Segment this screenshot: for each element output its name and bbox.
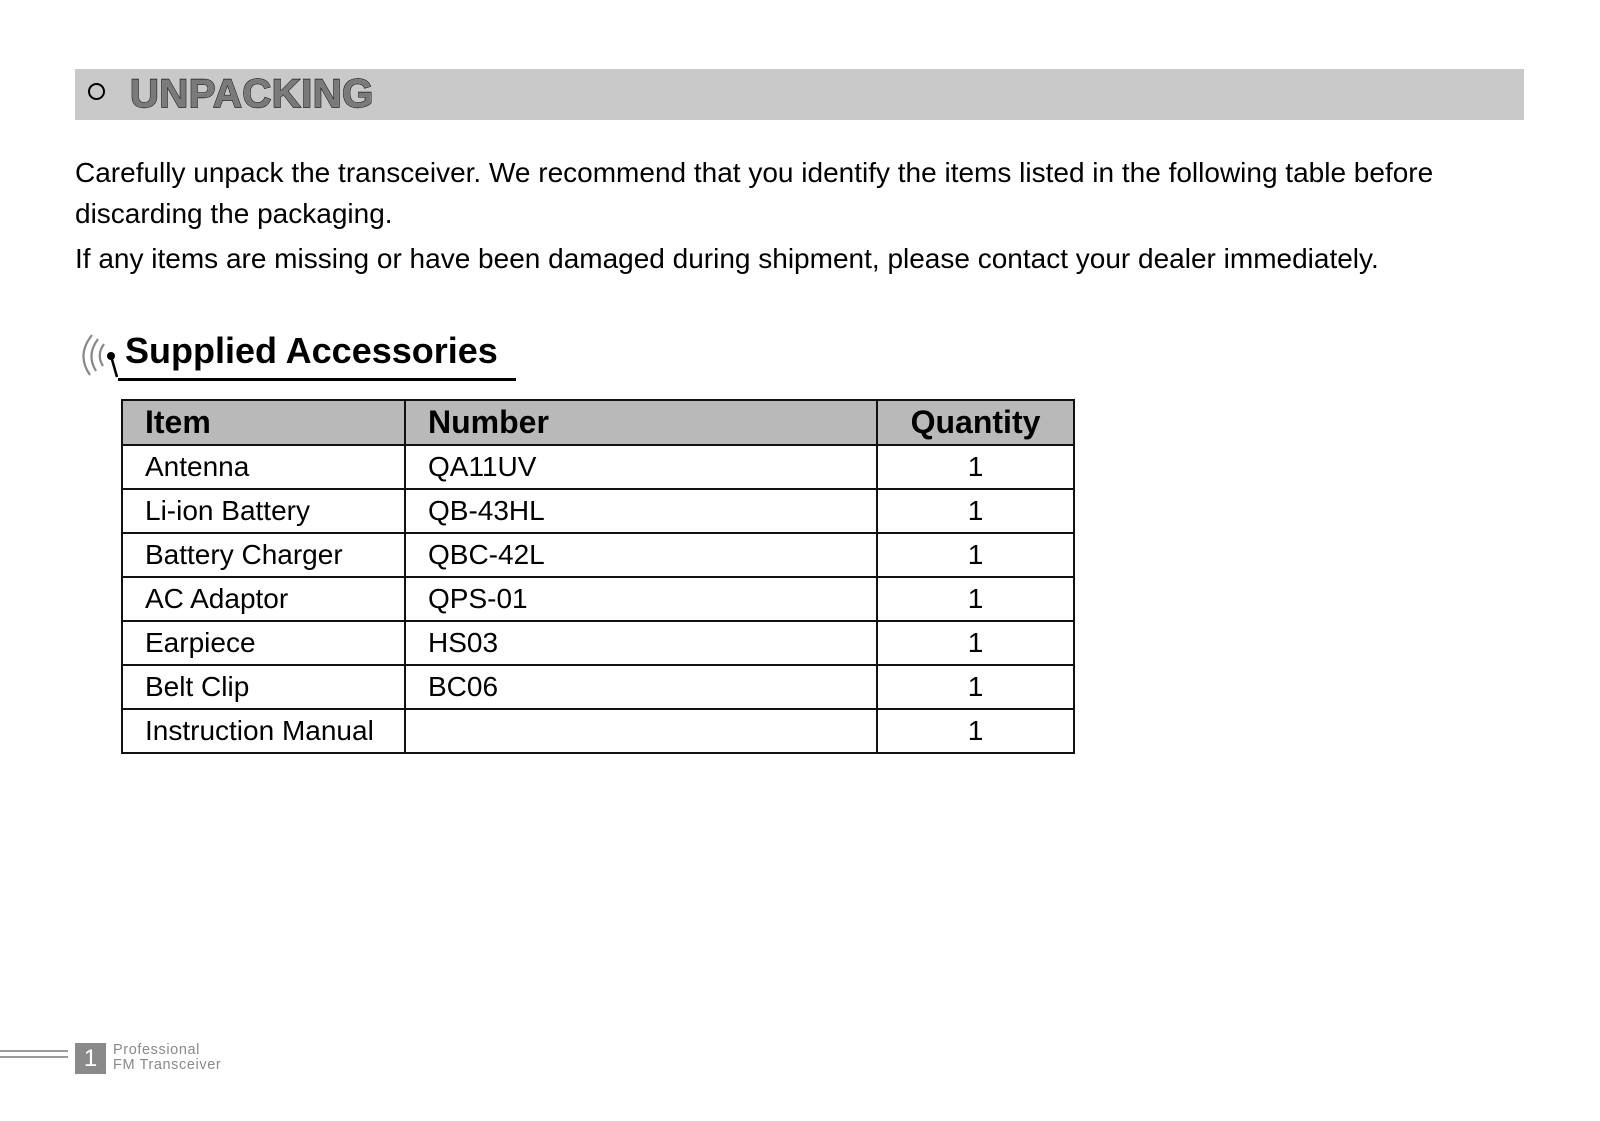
intro-text xyxy=(75,152,1525,279)
quantity-cell: 1 xyxy=(877,709,1074,753)
table-row xyxy=(122,533,1074,577)
number-cell: QPS-01 xyxy=(405,577,877,621)
signal-waves-icon xyxy=(78,331,128,381)
intro-paragraph-1: Carefully unpack the transceiver. We recommend that you identify the items listed in the following table before discarding the packaging. xyxy=(75,157,1434,229)
item-cell: Instruction Manual xyxy=(122,709,405,753)
number-cell: QA11UV xyxy=(405,445,877,489)
item-cell: Antenna xyxy=(122,445,405,489)
footer-caption xyxy=(113,1043,221,1073)
number-cell: QBC-42L xyxy=(405,533,877,577)
section-header-bar xyxy=(75,69,1524,120)
accessories-heading xyxy=(78,328,518,383)
number-cell xyxy=(405,709,877,753)
column-header-item: Item xyxy=(122,400,405,445)
number-cell: HS03 xyxy=(405,621,877,665)
quantity-cell: 1 xyxy=(877,489,1074,533)
number-cell: QB-43HL xyxy=(405,489,877,533)
quantity-cell: 1 xyxy=(877,445,1074,489)
column-header-quantity: Quantity xyxy=(877,400,1074,445)
accessories-title: Supplied Accessories xyxy=(125,330,498,371)
item-cell: Earpiece xyxy=(122,621,405,665)
number-cell: BC06 xyxy=(405,665,877,709)
table-row xyxy=(122,709,1074,753)
table-row xyxy=(122,577,1074,621)
quantity-cell: 1 xyxy=(877,577,1074,621)
accessories-table xyxy=(121,399,1075,754)
footer-line-1: Professional xyxy=(113,1042,200,1058)
table-header-row xyxy=(122,400,1074,445)
footer-line-2: FM Transceiver xyxy=(113,1057,222,1073)
heading-underline xyxy=(118,378,516,381)
section-title xyxy=(130,72,374,117)
table-row xyxy=(122,489,1074,533)
table-row xyxy=(122,621,1074,665)
item-cell: Li-ion Battery xyxy=(122,489,405,533)
quantity-cell: 1 xyxy=(877,621,1074,665)
footer-rule xyxy=(0,1050,68,1060)
intro-paragraph-2: If any items are missing or have been damaged during shipment, please contact your dealer immediately. xyxy=(75,243,1379,274)
column-header-number: Number xyxy=(405,400,877,445)
table-row xyxy=(122,665,1074,709)
quantity-cell: 1 xyxy=(877,533,1074,577)
item-cell: Belt Clip xyxy=(122,665,405,709)
quantity-cell: 1 xyxy=(877,665,1074,709)
item-cell: Battery Charger xyxy=(122,533,405,577)
item-cell: AC Adaptor xyxy=(122,577,405,621)
circle-bullet-icon xyxy=(88,83,105,100)
section-title-text: UNPACKING xyxy=(130,72,374,116)
table-row xyxy=(122,445,1074,489)
page-number: 1 xyxy=(75,1043,106,1074)
